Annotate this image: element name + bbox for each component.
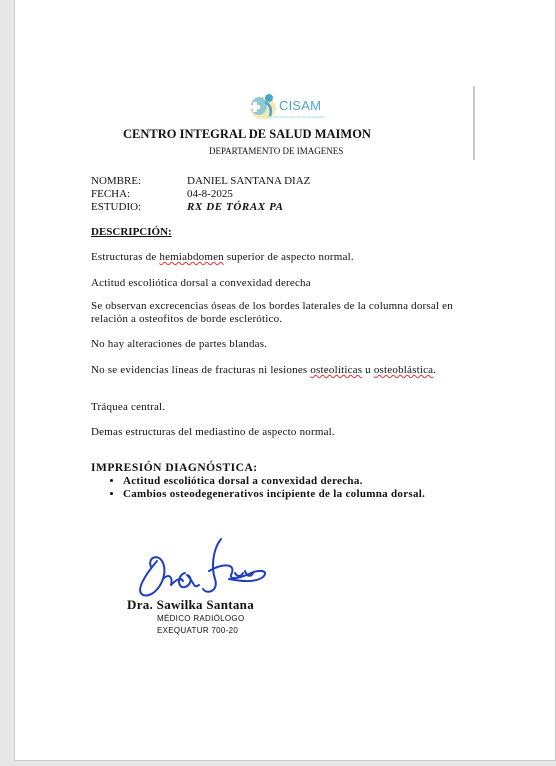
paragraph-mediastino: Demas estructuras del mediastino de aspecto normal. [91,426,335,438]
document-page [14,0,556,761]
paragraph-hemiabdomen [91,251,461,264]
study-value: RX DE TÓRAX PA [187,201,284,213]
description-heading: DESCRIPCIÓN: [91,226,172,238]
paragraph-text: u [362,364,374,376]
logo-subtitle: CENTRO INTEGRAL DE SALUD MAIMON [267,115,325,119]
spellcheck-flagged-word[interactable]: osteoblástica [373,364,434,376]
date-label: FECHA: [91,188,131,200]
spellcheck-flagged-word[interactable]: hemiabdomen [159,251,224,263]
date-row [91,188,310,201]
study-label: ESTUDIO: [91,201,142,213]
doctor-name: Dra. Sawilka Santana [127,597,254,612]
paragraph-text: No se evidencias líneas de fracturas ni lesiones [91,364,311,376]
paragraph-text: Estructuras de [91,251,160,263]
paragraph-fracturas [91,364,461,377]
impression-heading: IMPRESIÓN DIAGNÓSTICA: [91,462,258,474]
cisam-logo [243,90,343,122]
handwritten-signature [133,533,283,603]
impression-list [107,475,425,501]
logo-name: CISAM [279,98,322,113]
date-value: 04-8-2025 [187,188,233,200]
paragraph-escoliosis: Actitud escoliótica dorsal a convexidad derecha [91,277,311,289]
patient-fields [91,175,310,214]
paragraph-partes-blandas: No hay alteraciones de partes blandas. [91,338,268,350]
spellcheck-flagged-word[interactable]: osteolíticas [310,364,363,376]
name-value: DANIEL SANTANA DIAZ [187,175,311,187]
impression-item: • Actitud escoliótica dorsal a convexidad derecha. [123,475,425,488]
paragraph-text: superior de aspecto normal. [223,251,354,263]
center-title: CENTRO INTEGRAL DE SALUD MAIMON [123,127,371,141]
impression-item: • Cambios osteodegenerativos incipiente de la columna dorsal. [123,488,425,501]
doctor-role: MÉDICO RADIÓLOGO [157,614,245,623]
paragraph-osteofitos: Se observan excrecencias óseas de los bordes laterales de la columna dorsal en relación a osteofitos de borde esclerótico. [91,300,453,325]
name-label: NOMBRE: [91,175,142,187]
paragraph-text: . [433,364,437,376]
name-row [91,175,310,188]
study-row [91,201,310,214]
doctor-exequatur: EXEQUATUR 700-20 [157,626,239,635]
paragraph-traquea: Tráquea central. [91,401,166,413]
department-title: DEPARTAMENTO DE IMAGENES [209,146,344,156]
margin-marker [473,86,475,160]
